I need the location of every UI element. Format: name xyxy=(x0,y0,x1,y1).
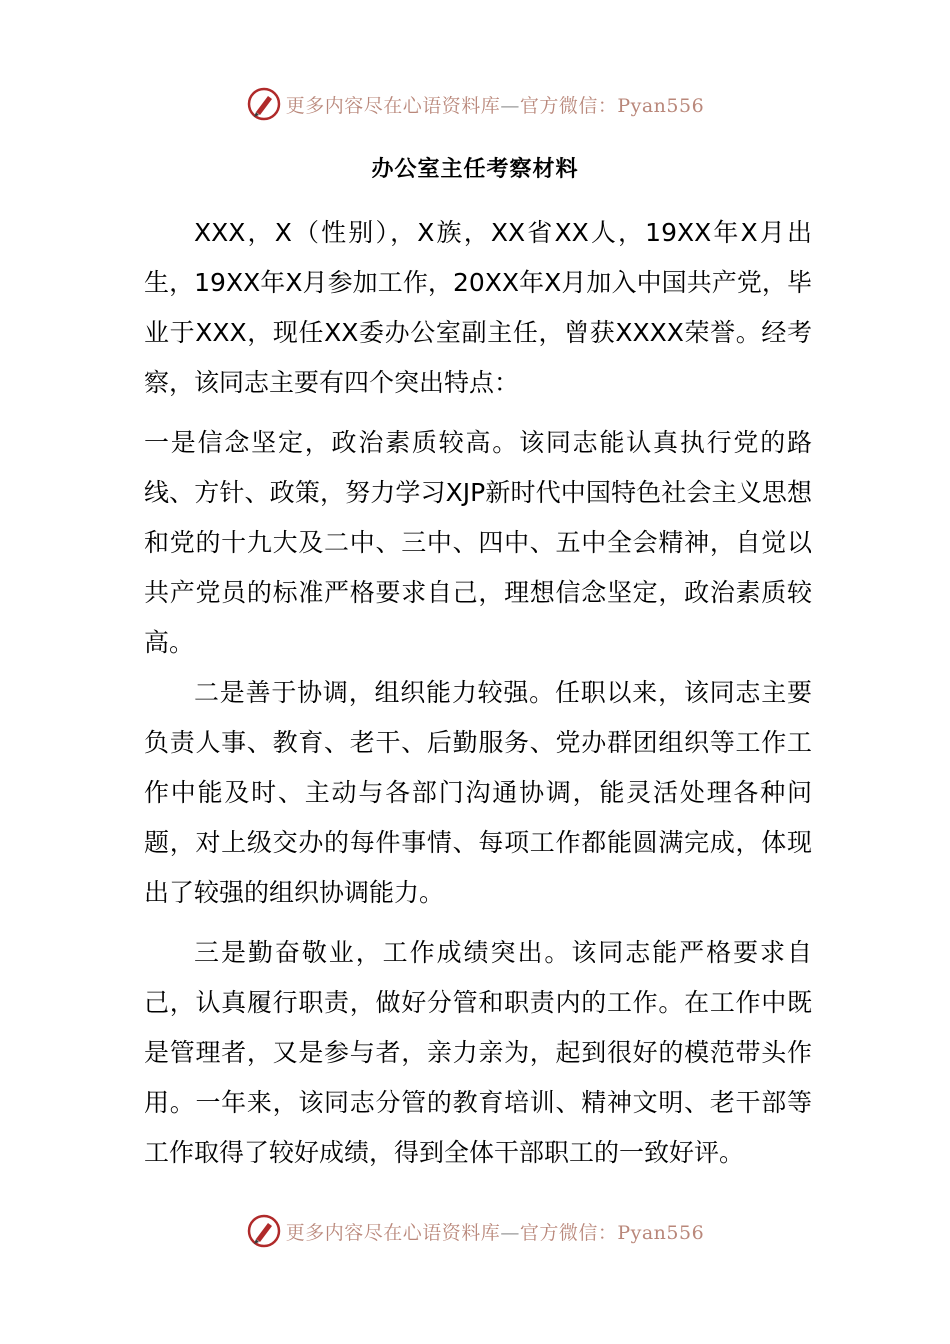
pen-logo-icon xyxy=(246,1213,282,1249)
watermark-contact-label: 官方微信： xyxy=(519,1221,618,1244)
watermark-text xyxy=(286,1218,704,1245)
footer-watermark xyxy=(0,1211,950,1251)
watermark-separator: — xyxy=(500,1221,520,1244)
pen-logo-icon xyxy=(246,86,282,122)
paragraph-trait-3: 三是勤奋敬业，工作成绩突出。该同志能严格要求自己，认真履行职责，做好分管和职责内的工作。在工作中既是管理者，又是参与者，亲力亲为，起到很好的模范带头作用。一年来，该同志分管的教育培训、精神文明、老干部等工作取得了较好成绩，得到全体干部职工的一致好评。 xyxy=(144,938,812,1167)
paragraph-trait-2: 二是善于协调，组织能力较强。任职以来，该同志主要负责人事、教育、老干、后勤服务、党办群团组织等工作工作中能及时、主动与各部门沟通协调，能灵活处理各种问题，对上级交办的每件事情、每项工作都能圆满完成，体现出了较强的组织协调能力。 xyxy=(144,678,812,907)
watermark-contact-id: Pyan556 xyxy=(617,94,705,117)
watermark-contact-label: 官方微信： xyxy=(519,94,618,117)
watermark-site: 更多内容尽在心语资料库 xyxy=(285,94,501,117)
paragraph-trait-1: 一是信念坚定，政治素质较高。该同志能认真执行党的路线、方针、政策，努力学习XJP新时代中国特色社会主义思想和党的十九大及二中、三中、四中、五中全会精神，自觉以共产党员的标准严格要求自己，理想信念坚定，政治素质较高。 xyxy=(144,428,812,657)
watermark-contact-id: Pyan556 xyxy=(617,1221,705,1244)
header-watermark xyxy=(0,84,950,124)
document-title: 办公室主任考察材料 xyxy=(371,157,579,182)
watermark-text xyxy=(286,91,704,118)
watermark-site: 更多内容尽在心语资料库 xyxy=(285,1221,501,1244)
paragraph-intro: XXX，X（性别），X族，XX省XX人，19XX年X月出生，19XX年X月参加工作，20XX年X月加入中国共产党，毕业于XXX，现任XX委办公室副主任，曾获XXXX荣誉。经考察，该同志主要有四个突出特点： xyxy=(144,218,812,397)
watermark-separator: — xyxy=(500,94,520,117)
